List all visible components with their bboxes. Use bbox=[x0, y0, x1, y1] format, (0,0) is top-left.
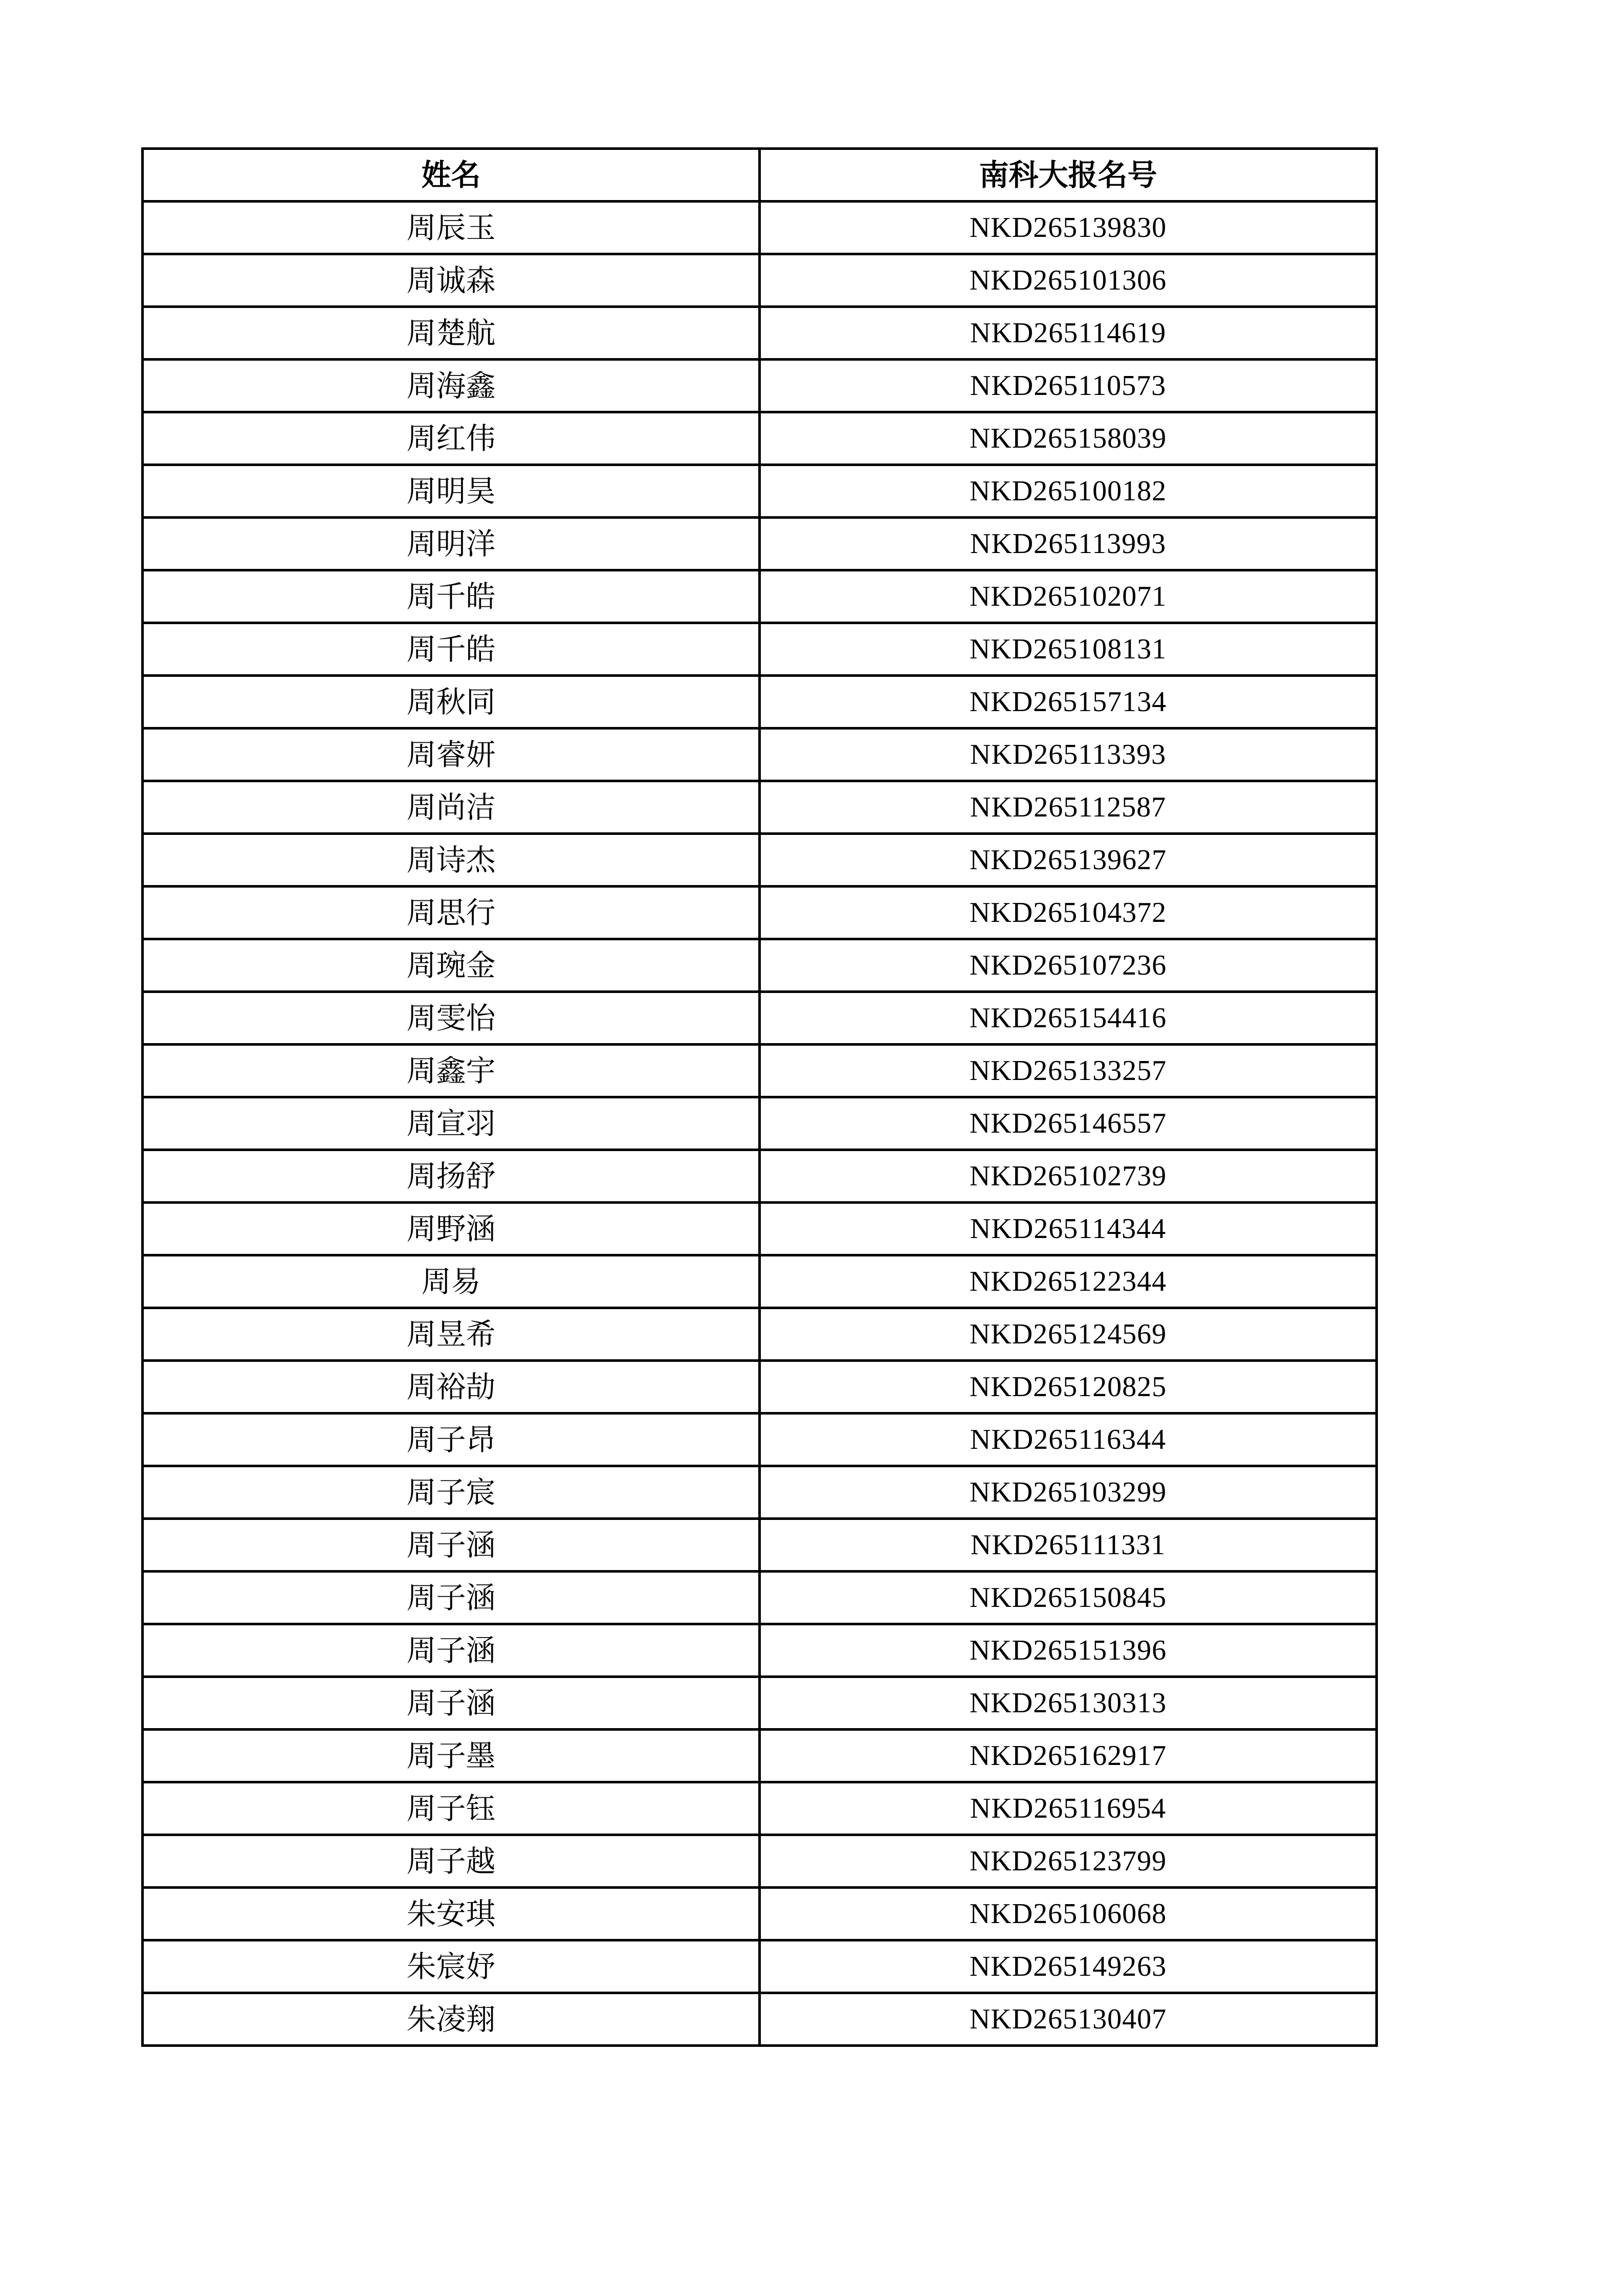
student-name-cell: 周子宸 bbox=[143, 1466, 760, 1519]
table-row bbox=[143, 570, 1377, 623]
student-name-cell: 周思行 bbox=[143, 887, 760, 939]
table-row bbox=[143, 1308, 1377, 1361]
table-row bbox=[143, 1466, 1377, 1519]
table-row bbox=[143, 834, 1377, 887]
table-row bbox=[143, 1150, 1377, 1203]
table-row bbox=[143, 254, 1377, 307]
registration-number-cell: NKD265110573 bbox=[760, 360, 1377, 412]
table-row bbox=[143, 307, 1377, 360]
table-row bbox=[143, 1097, 1377, 1150]
student-name-cell: 周子越 bbox=[143, 1835, 760, 1888]
registration-number-cell: NKD265151396 bbox=[760, 1624, 1377, 1677]
table-row bbox=[143, 1888, 1377, 1940]
table-row bbox=[143, 676, 1377, 728]
registration-number-cell: NKD265101306 bbox=[760, 254, 1377, 307]
student-name-cell: 周鑫宇 bbox=[143, 1045, 760, 1097]
table-row bbox=[143, 1572, 1377, 1624]
table-row bbox=[143, 623, 1377, 676]
table-row bbox=[143, 887, 1377, 939]
student-name-cell: 周尚洁 bbox=[143, 781, 760, 834]
registration-number-cell: NKD265139830 bbox=[760, 202, 1377, 254]
student-name-cell: 朱宸妤 bbox=[143, 1940, 760, 1993]
registration-number-cell: NKD265103299 bbox=[760, 1466, 1377, 1519]
student-name-cell: 周裕劼 bbox=[143, 1361, 760, 1414]
table-row bbox=[143, 518, 1377, 570]
registration-number-cell: NKD265114619 bbox=[760, 307, 1377, 360]
student-name-cell: 周扬舒 bbox=[143, 1150, 760, 1203]
student-name-cell: 周千皓 bbox=[143, 570, 760, 623]
registration-number-cell: NKD265100182 bbox=[760, 465, 1377, 518]
table-row bbox=[143, 1414, 1377, 1466]
registration-number-cell: NKD265113993 bbox=[760, 518, 1377, 570]
registration-number-cell: NKD265158039 bbox=[760, 412, 1377, 465]
student-name-cell: 周诗杰 bbox=[143, 834, 760, 887]
registration-number-cell: NKD265108131 bbox=[760, 623, 1377, 676]
table-row bbox=[143, 202, 1377, 254]
registration-number-cell: NKD265133257 bbox=[760, 1045, 1377, 1097]
registration-number-cell: NKD265130313 bbox=[760, 1677, 1377, 1730]
admission-list-table bbox=[141, 147, 1378, 2047]
table-row bbox=[143, 1361, 1377, 1414]
student-name-cell: 周宣羽 bbox=[143, 1097, 760, 1150]
student-name-cell: 周昱希 bbox=[143, 1308, 760, 1361]
registration-number-cell: NKD265150845 bbox=[760, 1572, 1377, 1624]
table-row bbox=[143, 1993, 1377, 2046]
registration-number-cell: NKD265116954 bbox=[760, 1782, 1377, 1835]
registration-number-cell: NKD265112587 bbox=[760, 781, 1377, 834]
registration-number-cell: NKD265113393 bbox=[760, 728, 1377, 781]
registration-number-cell: NKD265106068 bbox=[760, 1888, 1377, 1940]
student-name-cell: 周子涵 bbox=[143, 1519, 760, 1572]
column-header-registration-number: 南科大报名号 bbox=[760, 149, 1377, 202]
student-name-cell: 周雯怡 bbox=[143, 992, 760, 1045]
student-name-cell: 周子涵 bbox=[143, 1572, 760, 1624]
registration-number-cell: NKD265124569 bbox=[760, 1308, 1377, 1361]
registration-number-cell: NKD265162917 bbox=[760, 1730, 1377, 1782]
table-row bbox=[143, 1940, 1377, 1993]
registration-number-cell: NKD265111331 bbox=[760, 1519, 1377, 1572]
table-row bbox=[143, 992, 1377, 1045]
table-row bbox=[143, 1677, 1377, 1730]
student-name-cell: 周子昂 bbox=[143, 1414, 760, 1466]
table-row bbox=[143, 1255, 1377, 1308]
student-name-cell: 周睿妍 bbox=[143, 728, 760, 781]
student-name-cell: 周诚森 bbox=[143, 254, 760, 307]
registration-number-cell: NKD265154416 bbox=[760, 992, 1377, 1045]
student-name-cell: 朱凌翔 bbox=[143, 1993, 760, 2046]
registration-number-cell: NKD265116344 bbox=[760, 1414, 1377, 1466]
registration-number-cell: NKD265149263 bbox=[760, 1940, 1377, 1993]
table-row bbox=[143, 1730, 1377, 1782]
registration-number-cell: NKD265102739 bbox=[760, 1150, 1377, 1203]
table-row bbox=[143, 728, 1377, 781]
table-row bbox=[143, 1835, 1377, 1888]
student-name-cell: 周子钰 bbox=[143, 1782, 760, 1835]
registration-number-cell: NKD265146557 bbox=[760, 1097, 1377, 1150]
table-row bbox=[143, 360, 1377, 412]
student-name-cell: 周子涵 bbox=[143, 1624, 760, 1677]
header-row bbox=[143, 149, 1377, 202]
table-row bbox=[143, 1624, 1377, 1677]
registration-number-cell: NKD265104372 bbox=[760, 887, 1377, 939]
registration-number-cell: NKD265120825 bbox=[760, 1361, 1377, 1414]
registration-number-cell: NKD265139627 bbox=[760, 834, 1377, 887]
table-row bbox=[143, 465, 1377, 518]
table-row bbox=[143, 939, 1377, 992]
student-name-cell: 周楚航 bbox=[143, 307, 760, 360]
table-body bbox=[143, 202, 1377, 2046]
table-row bbox=[143, 781, 1377, 834]
table-row bbox=[143, 1045, 1377, 1097]
registration-number-cell: NKD265130407 bbox=[760, 1993, 1377, 2046]
registration-number-cell: NKD265157134 bbox=[760, 676, 1377, 728]
student-name-cell: 周海鑫 bbox=[143, 360, 760, 412]
student-name-cell: 周子涵 bbox=[143, 1677, 760, 1730]
table-row bbox=[143, 1782, 1377, 1835]
table-row bbox=[143, 1203, 1377, 1255]
student-name-cell: 周明洋 bbox=[143, 518, 760, 570]
student-name-cell: 周秋同 bbox=[143, 676, 760, 728]
registration-number-cell: NKD265123799 bbox=[760, 1835, 1377, 1888]
registration-number-cell: NKD265107236 bbox=[760, 939, 1377, 992]
student-name-cell: 周易 bbox=[143, 1255, 760, 1308]
column-header-name: 姓名 bbox=[143, 149, 760, 202]
table-row bbox=[143, 1519, 1377, 1572]
registration-number-cell: NKD265114344 bbox=[760, 1203, 1377, 1255]
student-name-cell: 周野涵 bbox=[143, 1203, 760, 1255]
student-name-cell: 周子墨 bbox=[143, 1730, 760, 1782]
student-name-cell: 周红伟 bbox=[143, 412, 760, 465]
student-name-cell: 朱安琪 bbox=[143, 1888, 760, 1940]
registration-number-cell: NKD265122344 bbox=[760, 1255, 1377, 1308]
table-row bbox=[143, 412, 1377, 465]
student-name-cell: 周明昊 bbox=[143, 465, 760, 518]
student-name-cell: 周千皓 bbox=[143, 623, 760, 676]
student-name-cell: 周琬金 bbox=[143, 939, 760, 992]
student-name-cell: 周辰玉 bbox=[143, 202, 760, 254]
registration-number-cell: NKD265102071 bbox=[760, 570, 1377, 623]
